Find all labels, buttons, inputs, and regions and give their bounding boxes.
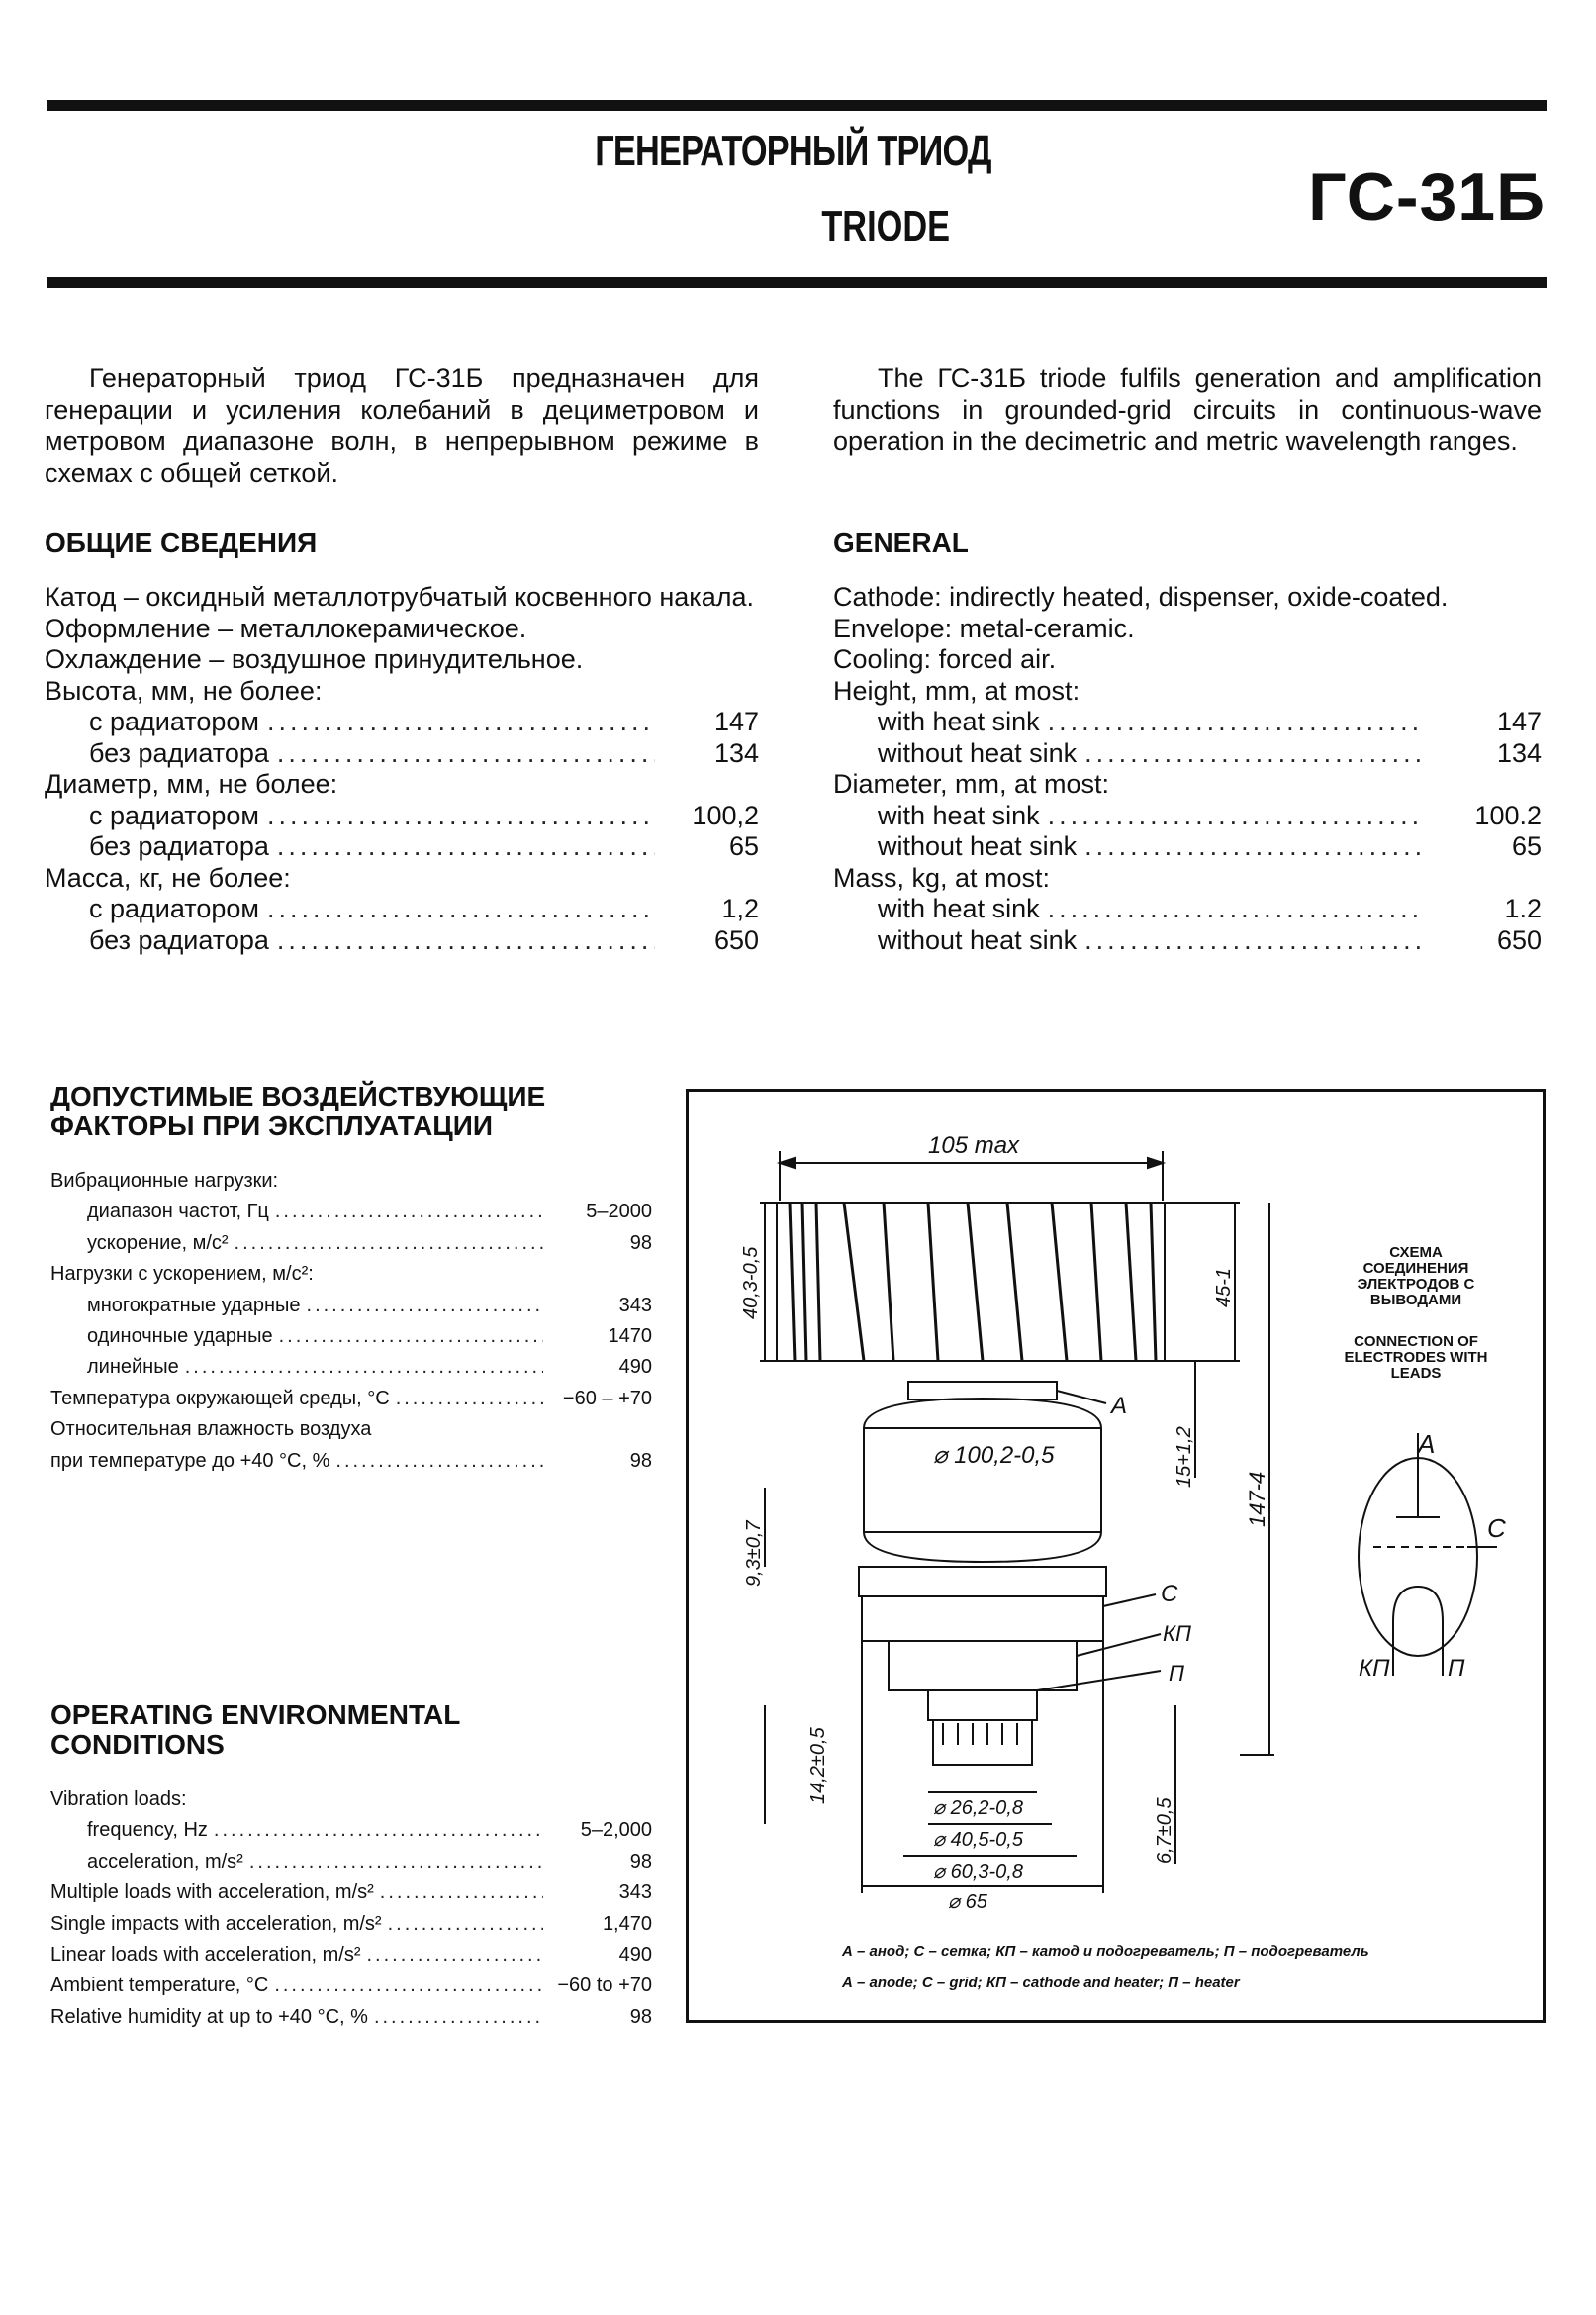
spec-row: без радиатора ..... 65 (45, 831, 759, 863)
spec-row: Single impacts with acceleration, m/s² ..... 1,470 (50, 1909, 652, 1940)
general-heading-ru: ОБЩИЕ СВЕДЕНИЯ (45, 528, 318, 558)
dim-d26: ⌀ 26,2-0,8 (933, 1797, 1023, 1819)
spec-row: Температура окружающей среды, °С ..... −60 – +70 (50, 1384, 652, 1414)
dim-h9: 9,3±0,7 (743, 1520, 765, 1587)
schema-label-c: С (1487, 1513, 1506, 1543)
spec-row: с радиатором ..... 1,2 (45, 894, 759, 925)
envelope-ru: Оформление – металлокерамическое. (45, 613, 527, 643)
spec-row: диапазон частот, Гц ..... 5–2000 (50, 1197, 652, 1227)
dim-d100: ⌀ 100,2-0,5 (933, 1442, 1055, 1469)
top-rule (47, 100, 1547, 111)
bottom-rule (47, 277, 1547, 288)
dim-d65: ⌀ 65 (948, 1891, 987, 1913)
spec-row: with heat sink ..... 147 (833, 707, 1542, 738)
dim-h40: 40,3-0,5 (740, 1246, 762, 1319)
model-number: ГС-31Б (1308, 159, 1546, 235)
cathode-en: Cathode: indirectly heated, dispenser, oxide-coated. (833, 582, 1449, 612)
spec-row: without heat sink ..... 650 (833, 925, 1542, 957)
spec-row: с радиатором ..... 100,2 (45, 801, 759, 832)
spec-row: Multiple loads with acceleration, m/s² ..... 343 (50, 1878, 652, 1908)
diagram-frame (686, 1089, 1546, 2023)
dim-h6: 6,7±0,5 (1154, 1797, 1175, 1864)
mass-label-en: Mass, kg, at most: (833, 862, 1051, 893)
dim-width: 105 max (928, 1132, 1020, 1159)
cooling-ru: Охлаждение – воздушное принудительное. (45, 644, 584, 674)
diameter-label-ru: Диаметр, мм, не более: (45, 769, 338, 799)
dim-d40: ⌀ 40,5-0,5 (933, 1829, 1023, 1851)
schema-label-kp: КП (1359, 1655, 1390, 1682)
label-a: А (1111, 1393, 1128, 1419)
spec-row: при температуре до +40 °С, % ..... 98 (50, 1446, 652, 1477)
cathode-ru: Катод – оксидный металлотрубчатый косвенного накала. (45, 582, 754, 612)
schema-label-p: П (1448, 1655, 1465, 1682)
spec-row: ускорение, м/с² ..... 98 (50, 1228, 652, 1259)
env-specs-en: Vibration loads: frequency, Hz ..... 5–2,000 acceleration, m/s² ..... 98 Multiple loads with acceleration, m/s² ..... 343 Single impacts with acceleration, m/s² ..... 1,470 Linear loads with acceleration, m/s² ..... 490 Ambient temperature, °C ..... −60 to +70 Relative humidity at up to +40 °C, % ..... 98 (50, 1784, 652, 2033)
spec-row: Relative humidity at up to +40 °C, % ..... 98 (50, 2002, 652, 2033)
spec-row: Ambient temperature, °C ..... −60 to +70 (50, 1971, 652, 2001)
spec-row: без радиатора ..... 650 (45, 925, 759, 957)
env-specs-ru: Вибрационные нагрузки: диапазон частот, Гц ..... 5–2000 ускорение, м/с² ..... 98 Нагрузки с ускорением, м/с²: многократные ударные ..... 343 одиночные ударные ..... 1470 линейные ..... 490 Температура окружающей среды, °С ..... −60 – +70 Относительная влажность воздуха при температуре до +40 °С, % ..... 98 (50, 1166, 652, 1477)
dim-h45: 45-1 (1213, 1267, 1235, 1307)
mass-label-ru: Масса, кг, не более: (45, 862, 291, 893)
label-kp: КП (1163, 1621, 1191, 1646)
height-label-ru: Высота, мм, не более: (45, 675, 323, 706)
general-heading-en: GENERAL (833, 528, 969, 558)
diameter-label-en: Diameter, mm, at most: (833, 769, 1110, 799)
intro-russian: Генераторный триод ГС-31Б предназначен для генерации и усиления колебаний в дециметровом и метровом диапазоне волн, в непрерывном режиме в схемах с общей сеткой. (45, 363, 759, 488)
schema-label-a: А (1418, 1429, 1436, 1459)
general-specs-en (833, 582, 1542, 956)
intro-english: The ГС-31Б triode fulfils generation and amplification functions in grounded-grid circuits in continuous-wave operation in the decimetric and metric wavelength ranges. (833, 363, 1542, 456)
spec-row: без радиатора ..... 134 (45, 738, 759, 770)
spec-row: Linear loads with acceleration, m/s² ..... 490 (50, 1940, 652, 1971)
env-heading-en: OPERATING ENVIRONMENTAL CONDITIONS (50, 1699, 461, 1760)
envelope-en: Envelope: metal-ceramic. (833, 613, 1135, 643)
dim-h15: 15+1,2 (1174, 1426, 1195, 1488)
caption-en: А – anode; С – grid; КП – cathode and heater; П – heater (842, 1975, 1240, 1991)
spec-row: acceleration, m/s² ..... 98 (50, 1847, 652, 1878)
spec-row: линейные ..... 490 (50, 1352, 652, 1383)
caption-ru: А – анод; С – сетка; КП – катод и подогреватель; П – подогреватель (842, 1943, 1369, 1960)
title-english: TRIODE (821, 202, 950, 250)
spec-row: without heat sink ..... 65 (833, 831, 1542, 863)
anode-body (864, 1399, 1101, 1562)
spec-row: with heat sink ..... 100.2 (833, 801, 1542, 832)
spec-row: с радиатором ..... 147 (45, 707, 759, 738)
spec-row: многократные ударные ..... 343 (50, 1291, 652, 1321)
label-p: П (1169, 1661, 1184, 1686)
schema-title-ru: СХЕМА СОЕДИНЕНИЯ ЭЛЕКТРОДОВ С ВЫВОДАМИ (1357, 1244, 1475, 1308)
spec-row: without heat sink ..... 134 (833, 738, 1542, 770)
schema-title-en: CONNECTION OF ELECTRODES WITH LEADS (1344, 1333, 1488, 1382)
spec-row: frequency, Hz ..... 5–2,000 (50, 1815, 652, 1846)
title-russian: ГЕНЕРАТОРНЫЙ ТРИОД (595, 127, 991, 175)
spec-row: одиночные ударные ..... 1470 (50, 1321, 652, 1352)
tube-drawing (689, 1092, 1543, 2020)
label-c: С (1161, 1581, 1178, 1607)
cooling-en: Cooling: forced air. (833, 644, 1057, 674)
dim-h147: 147-4 (1245, 1471, 1269, 1527)
dim-d60: ⌀ 60,3-0,8 (933, 1861, 1023, 1882)
env-heading-ru: ДОПУСТИМЫЕ ВОЗДЕЙСТВУЮЩИЕ ФАКТОРЫ ПРИ ЭКСПЛУАТАЦИИ (50, 1081, 546, 1141)
dim-h14: 14,2±0,5 (807, 1727, 829, 1804)
general-specs-ru (45, 582, 759, 956)
height-label-en: Height, mm, at most: (833, 675, 1080, 706)
spec-row: with heat sink ..... 1.2 (833, 894, 1542, 925)
